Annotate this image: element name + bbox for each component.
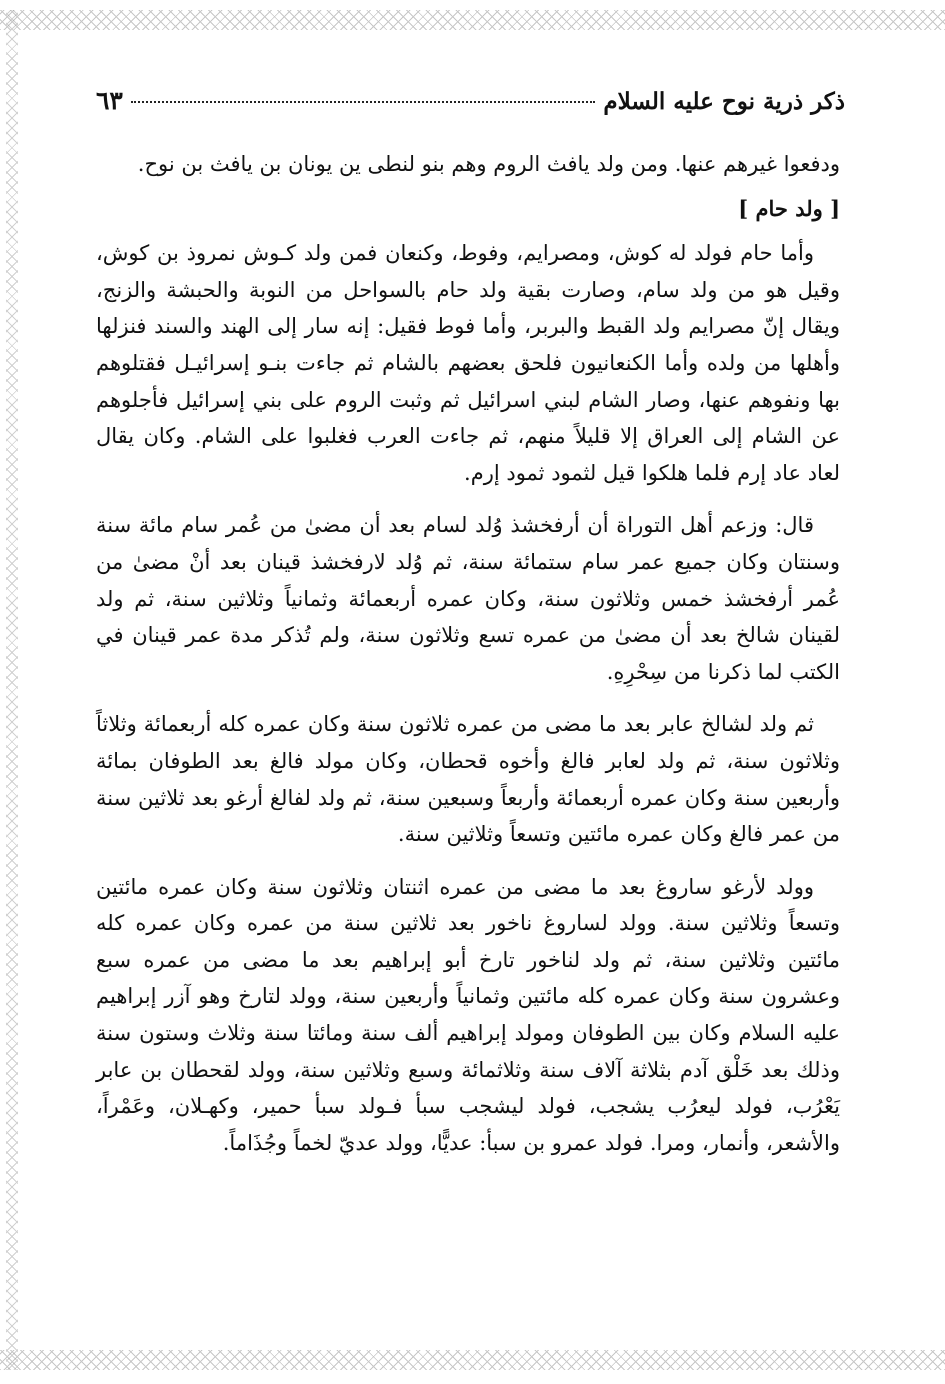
bottom-ornament-border — [0, 1350, 945, 1370]
top-ornament-border — [0, 10, 945, 30]
page-body — [96, 146, 840, 1169]
paragraph-1: ودفعوا غيرهم عنها. ومن ولد يافث الروم وهم بنو لنطى ين يونان بن يافث بن نوح. — [137, 152, 840, 176]
paragraph-3: قال: وزعم أهل التوراة أن أرفخشذ وُلد لسام بعد أن مضىٰ من عُمر سام مائة سنة وسنتان وكان جميع عمر سام ستمائة سنة، ثم وُلد لارفخشذ قينان بعد أنْ مضىٰ من عُمر أرفخشذ خمس وثلاثون سنة، وكان عمره أربعمائة وثمانياً وثلاثين سنة، ثم ولد لقينان شالخ بعد أن مضىٰ من عمره تسع وثلاثون سنة، ولم تُذكر مدة عمر قينان في الكتب لما ذكرنا من سِحْرِهِ. — [96, 513, 840, 684]
page-number: ٦٣ — [96, 86, 123, 115]
running-title: ذكر ذرية نوح عليه السلام — [603, 88, 845, 115]
paragraph-2: وأما حام فولد له كوش، ومصرايم، وفوط، وكنعان فمن ولد كـوش نمروذ بن كوش، وقيل هو من ولد سام، وصارت بقية ولد حام بالسواحل من النوبة والحبشة والزنج، ويقال إنّ مصرايم ولد القبط والبربر، وأما فوط فقيل: إنه سار إلى الهند والسند فنزلها وأهلها من ولده وأما الكنعانيون فلحق بعضهم بالشام ثم جاءت بنـو إسرائيـل فقتلوهم بها ونفوهم عنها، وصار الشام لبني اسرائيل ثم وثبت الروم على بني إسرائيل فأجلوهم عن الشام إلى العراق إلا قليلاً منهم، ثم جاءت العرب فغلبوا على الشام. وكان يقال لعاد عاد إرم فلما هلكوا قيل لثمود ثمود إرم. — [96, 241, 840, 485]
page-header — [96, 86, 845, 126]
paragraph-5: وولد لأرغو ساروغ بعد ما مضى من عمره اثنتان وثلاثون سنة وكان عمره مائتين وتسعاً وثلاثين سنة. وولد لساروغ ناخور بعد ثلاثين سنة من عمره وكان عمره كله مائتين وثلاثين سنة، ثم ولد لناخور تارخ أبو إبراهيم بعد ما مضى من عمره سبع وعشرون سنة وكان عمره كله مائتين وثمانياً وأربعين سنة، وولد لتارخ وهو آزر إبراهيم عليه السلام وكان بين الطوفان ومولد إبراهيم ألف سنة ومائتا سنة وثلاث وستون سنة وذلك بعد خَلْق آدم بثلاثة آلاف سنة وثلاثمائة وسبع وثلاثين سنة، وولد لقحطان بن عابر يَعْرُب، فولد ليعرُب يشجب، فولد ليشجب سبأ فـولد سبأ حمير، وكهـلان، وعَمْراً، والأشعر، وأنمار، ومرا. فولد عمرو بن سبأ: عديًّا، وولد عديّ لخماً وجُذَاماً. — [96, 874, 840, 1155]
left-ornament-border — [6, 10, 18, 1370]
dotted-leader — [131, 101, 596, 103]
section-heading: [ ولد حام ] — [738, 195, 840, 221]
paragraph-4: ثم ولد لشالخ عابر بعد ما مضى من عمره ثلاثون سنة وكان عمره كله أربعمائة وثلاثاً وثلاثون سنة، ثم ولد لعابر فالغ وأخوه قحطان، وكان مولد فالغ بعد الطوفان بمائة وأربعين سنة وكان عمره أربعمائة وأربعاً وسبعين سنة، ثم ولد لفالغ أرغو بعد ثلاثين سنة من عمر فالغ وكان عمره مائتين وتسعاً وثلاثين سنة. — [96, 712, 840, 847]
